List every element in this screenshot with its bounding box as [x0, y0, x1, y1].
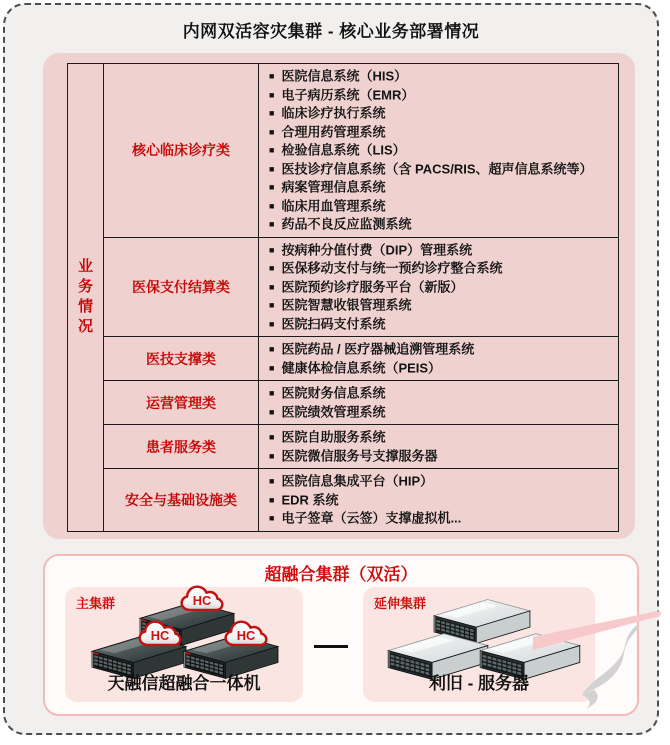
bullet-icon: ■ [269, 300, 275, 310]
bullet-icon: ■ [269, 513, 275, 523]
table-row [68, 381, 619, 425]
items-cell [259, 425, 619, 469]
items-cell [259, 469, 619, 532]
table-row [68, 237, 619, 337]
category-cell: 安全与基础设施类 [104, 469, 259, 532]
hc-badge: HC [192, 593, 212, 609]
bullet-icon: ■ [269, 145, 275, 155]
table-row [68, 469, 619, 532]
bullet-icon: ■ [269, 476, 275, 486]
bullet-icon: ■ [269, 126, 275, 137]
bullet-icon: ■ [269, 263, 275, 273]
primary-cluster-caption: 天融信超融合一体机 [107, 674, 261, 693]
system-item: ■ 医院预约诊疗服务平台（新版） [269, 279, 464, 294]
hc-badge: HC [236, 628, 256, 644]
primary-cluster-box [65, 587, 303, 702]
bullet-icon: ■ [269, 108, 275, 118]
system-item: ■ 医院智慧收银管理系统 [269, 297, 412, 313]
bullet-icon: ■ [269, 182, 275, 192]
bullet-icon: ■ [269, 450, 275, 461]
hyperconverged-cluster-box [43, 554, 639, 716]
category-cell: 医保支付结算类 [104, 237, 259, 337]
items-cell [259, 337, 619, 381]
system-item: ■ 医院信息集成平台（HIP） [269, 473, 434, 489]
table-row [68, 337, 619, 381]
system-item: ■ 医院扫码支付系统 [269, 316, 386, 331]
bullet-icon: ■ [269, 494, 275, 505]
side-label: 业 务 情 况 [68, 64, 104, 532]
system-item: ■ 病案管理信息系统 [269, 179, 386, 195]
primary-cluster-label: 主集群 [76, 596, 116, 611]
business-panel [43, 53, 635, 539]
system-item: ■ 健康体检信息系统（PEIS） [269, 360, 442, 375]
items-cell [259, 381, 619, 425]
bullet-icon: ■ [269, 163, 275, 174]
system-item: ■ 检验信息系统（LIS） [269, 142, 406, 158]
bullet-icon: ■ [269, 281, 275, 292]
page-title: 内网双活容灾集群 - 核心业务部署情况 [182, 22, 480, 41]
system-item: ■ 临床用血管理系统 [269, 198, 386, 213]
bullet-icon: ■ [269, 362, 275, 373]
system-item: ■ EDR 系统 [269, 492, 339, 507]
system-item: ■ 医院绩效管理系统 [269, 404, 386, 419]
system-item: ■ 医院自助服务系统 [269, 429, 386, 445]
bullet-icon: ■ [269, 344, 275, 354]
bullet-icon: ■ [269, 388, 275, 398]
system-item: ■ 医院微信服务号支撑服务器 [269, 448, 438, 463]
category-cell: 患者服务类 [104, 425, 259, 469]
category-cell: 运营管理类 [104, 381, 259, 425]
cluster-link-line [314, 645, 348, 648]
items-cell [259, 237, 619, 337]
hc-cloud-icon [179, 582, 225, 614]
bullet-icon: ■ [269, 71, 275, 81]
category-cell: 核心临床诊疗类 [104, 64, 259, 238]
system-item: ■ 医技诊疗信息系统（含 PACS/RIS、超声信息系统等） [269, 161, 593, 176]
system-item: ■ 医保移动支付与统一预约诊疗整合系统 [269, 260, 503, 276]
items-cell [259, 64, 619, 238]
cluster-title: 超融合集群（双活） [264, 565, 418, 584]
system-item: ■ 按病种分值付费（DIP）管理系统 [269, 242, 473, 257]
bullet-icon: ■ [269, 318, 275, 329]
bullet-icon: ■ [269, 89, 275, 100]
system-item: ■ 药品不良反应监测系统 [269, 216, 412, 232]
system-item: ■ 医院药品 / 医疗器械追溯管理系统 [269, 341, 475, 357]
bullet-icon: ■ [269, 406, 275, 417]
category-cell: 医技支撑类 [104, 337, 259, 381]
system-item: ■ 医院财务信息系统 [269, 385, 386, 401]
hc-cloud-icon [223, 617, 269, 649]
extension-cluster-box [363, 587, 595, 702]
system-item: ■ 医院信息系统（HIS） [269, 68, 408, 84]
extension-cluster-caption: 利旧 - 服务器 [428, 674, 530, 693]
hc-cloud-icon [137, 617, 183, 649]
bullet-icon: ■ [269, 200, 275, 211]
table-row [68, 64, 619, 238]
extension-cluster-label: 延伸集群 [374, 596, 427, 611]
hc-badge: HC [150, 628, 170, 644]
business-table [67, 63, 619, 532]
bullet-icon: ■ [269, 244, 275, 255]
system-item: ■ 电子病历系统（EMR） [269, 87, 415, 102]
bullet-icon: ■ [269, 219, 275, 229]
system-item: ■ 合理用药管理系统 [269, 124, 386, 139]
system-item: ■ 临床诊疗执行系统 [269, 105, 386, 121]
system-item: ■ 电子签章（云签）支撑虚拟机... [269, 510, 462, 526]
outer-dashed-panel [3, 3, 659, 735]
table-row [68, 425, 619, 469]
bullet-icon: ■ [269, 432, 275, 442]
